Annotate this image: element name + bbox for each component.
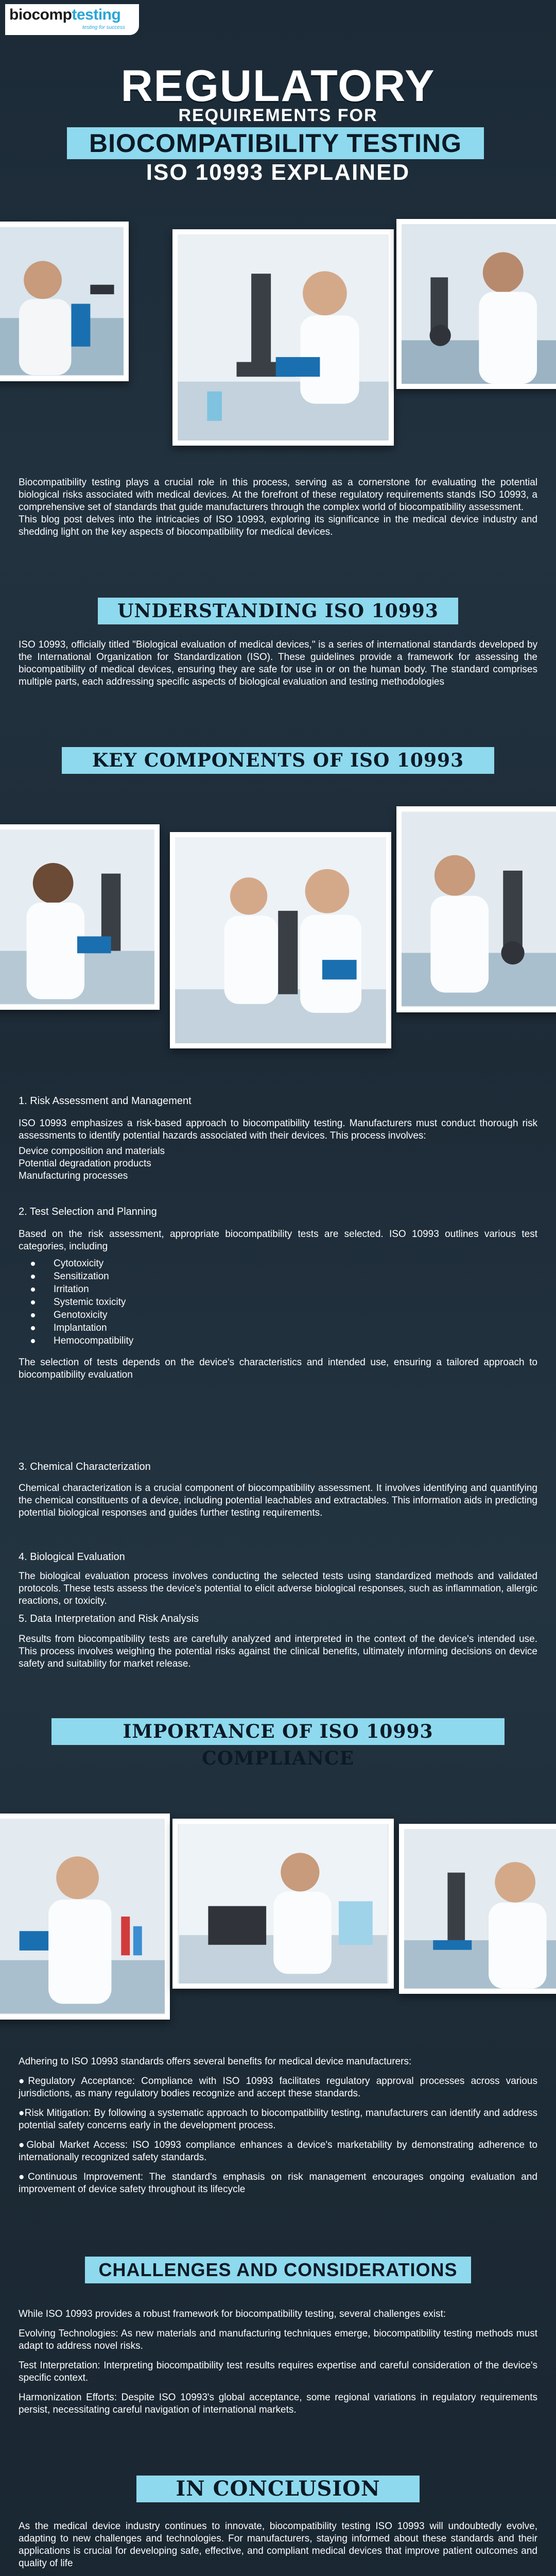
lab-photo-3 bbox=[396, 219, 556, 389]
list-item: Sensitization bbox=[31, 1270, 537, 1283]
section-challenges-heading: CHALLENGES AND CONSIDERATIONS bbox=[85, 2257, 471, 2283]
lab-photo-9 bbox=[399, 1824, 556, 1994]
list-item: Irritation bbox=[31, 1283, 537, 1296]
lab-photo-4 bbox=[0, 824, 160, 1010]
lab-photo-6 bbox=[396, 806, 556, 1012]
benefit-market: ●Global Market Access: ISO 10993 compliance enhances a device's marketability by demonstrating adherence to internationally recognized safety standards. bbox=[19, 2140, 537, 2163]
lab-photo-2 bbox=[172, 229, 394, 446]
lab-photo-7 bbox=[0, 1814, 170, 2020]
list-item: Hemocompatibility bbox=[31, 1334, 537, 1347]
conclusion-text: As the medical device industry continues to innovate, biocompatibility testing ISO 10993 will undoubtedly evolve, adapting to new challenges and technologies. For manufacturers, staying informed about these standards and their applications is crucial for developing safe, effective, and compliant medical devices that improve patient outcomes and quality of life bbox=[19, 2521, 537, 2569]
lab-photo-5 bbox=[170, 832, 391, 1048]
understanding-text: ISO 10993, officially titled "Biological evaluation of medical devices," is a series of international standards developed by the International Organization for Standardization (ISO). These guidelines provide a framework for assessing the biocompatibility of medical devices, ensuring they are safe for use in or on the human body. The standard comprises multiple parts, each addressing specific aspects of biological evaluation and testing methodologies bbox=[19, 639, 537, 687]
benefit-risk: ●Risk Mitigation: By following a systematic approach to biocompatibility testing, manufacturers can identify and address potential safety concerns early in the development process. bbox=[19, 2108, 537, 2131]
logo-wordmark: biocomptesting bbox=[9, 6, 121, 23]
list-item: Genotoxicity bbox=[31, 1309, 537, 1321]
challenges-text: While ISO 10993 provides a robust framework for biocompatibility testing, several challenges exist: Evolving Technologies: As new materials and manufacturing techniques emerge, biocompatibility testing methods must adapt to address novel risks. Test Interpretation: Interpreting biocompatibility test results requires expertise and careful consideration of the device's specific context. Harmonization Efforts: Despite ISO 10993's global acceptance, some regional variations in regulatory requirements persist, necessitating careful navigation of international markets. bbox=[19, 2309, 537, 2415]
list-item: Potential degradation products bbox=[19, 1158, 151, 1169]
section-key-components-heading: KEY COMPONENTS OF ISO 10993 bbox=[62, 747, 494, 774]
benefit-improvement: ●Continuous Improvement: The standard's emphasis on risk management encourages ongoing evaluation and improvement of device safety throughout its lifecycle bbox=[19, 2172, 537, 2195]
hero-subtitle: REQUIREMENTS FOR bbox=[178, 106, 378, 125]
section-conclusion-heading: IN CONCLUSION bbox=[136, 2476, 420, 2502]
component-biological-evaluation: 4. Biological Evaluation The biological evaluation process involves conducting the selected tests using standardized methods and validated protocols. These tests assess the device's potential to elicit adverse biological responses, such as inflammation, allergic reactions, or toxicity. bbox=[19, 1551, 537, 1606]
lab-photo-1 bbox=[0, 222, 129, 381]
logo-tagline: testing for success bbox=[82, 25, 125, 30]
list-item: Systemic toxicity bbox=[31, 1296, 537, 1309]
list-item: Cytotoxicity bbox=[31, 1257, 537, 1270]
section-importance-heading: IMPORTANCE OF ISO 10993 COMPLIANCE bbox=[51, 1718, 505, 1745]
list-item: Manufacturing processes bbox=[19, 1171, 128, 1181]
intro-text: Biocompatibility testing plays a crucial role in this process, serving as a cornerstone for evaluating the potential biological risks associated with medical devices. At the forefront of these regulatory requirements stands ISO 10993, a comprehensive set of standards that guide manufacturers through the complex world of biocompatibility assessment. This blog post delves into the intricacies of ISO 10993, exploring its significance in the medical device industry and shedding light on the key aspects of biocompatibility for medical devices. bbox=[19, 477, 537, 537]
brand-logo[interactable] bbox=[5, 4, 139, 35]
list-item: Device composition and materials bbox=[19, 1146, 165, 1157]
hero-title: REGULATORY bbox=[120, 61, 436, 111]
hero-subtitle-2: ISO 10993 EXPLAINED bbox=[146, 160, 410, 185]
component-test-selection: 2. Test Selection and Planning Based on the risk assessment, appropriate biocompatibility tests are selected. ISO 10993 outlines various test categories, including Cytotoxicity Sensitization Irritation Systemic toxicity Genotoxicity Implantation Hemocompatibility The selection of tests depends on the device's characteristics and intended use, ensuring a tailored approach to biocompatibility evaluation bbox=[19, 1206, 537, 1380]
benefit-regulatory: ●Regulatory Acceptance: Compliance with ISO 10993 facilitates regulatory approval processes across various jurisdictions, as many regulatory bodies recognize and accept these standards. bbox=[19, 2076, 537, 2099]
component-data-interpretation: 5. Data Interpretation and Risk Analysis Results from biocompatibility tests are carefully analyzed and interpreted in the context of the device's intended use. This process involves weighing the potential risks against the clinical benefits, ultimately informing decisions on device safety and suitability for market release. bbox=[19, 1613, 537, 1669]
importance-text: Adhering to ISO 10993 standards offers several benefits for medical device manufacturers: ●Regulatory Acceptance: Compliance with ISO 10993 facilitates regulatory approval processes across various jurisdictions, as many regulatory bodies recognize and accept these standards. ●Risk Mitigation: By following a systematic approach to biocompatibility testing, manufacturers can identify and address potential safety concerns early in the development process. ●Global Market Access: ISO 10993 compliance enhances a device's marketability by demonstrating adherence to internationally recognized safety standards. ●Continuous Improvement: The standard's emphasis on risk management encourages ongoing evaluation and improvement of device safety throughout its lifecycle bbox=[19, 2056, 537, 2195]
component-risk-assessment: 1. Risk Assessment and Management ISO 10993 emphasizes a risk-based approach to biocompatibility testing. Manufacturers must conduct thorough risk assessments to identify potential hazards associated with their devices. This process involves: Device composition and materials Potential degradation products Manufacturing processes bbox=[19, 1095, 537, 1181]
list-item: Implantation bbox=[31, 1321, 537, 1334]
lab-photo-8 bbox=[172, 1819, 394, 1989]
component-chemical-characterization: 3. Chemical Characterization Chemical characterization is a crucial component of biocompatibility assessment. It involves identifying and quantifying the chemical constituents of a device, including potential leachables and extractables. This information aids in predicting potential biological responses and guides further testing requirements. bbox=[19, 1461, 537, 1518]
hero-banner: BIOCOMPATIBILITY TESTING bbox=[67, 127, 484, 159]
section-understanding-heading: UNDERSTANDING ISO 10993 bbox=[98, 598, 458, 624]
